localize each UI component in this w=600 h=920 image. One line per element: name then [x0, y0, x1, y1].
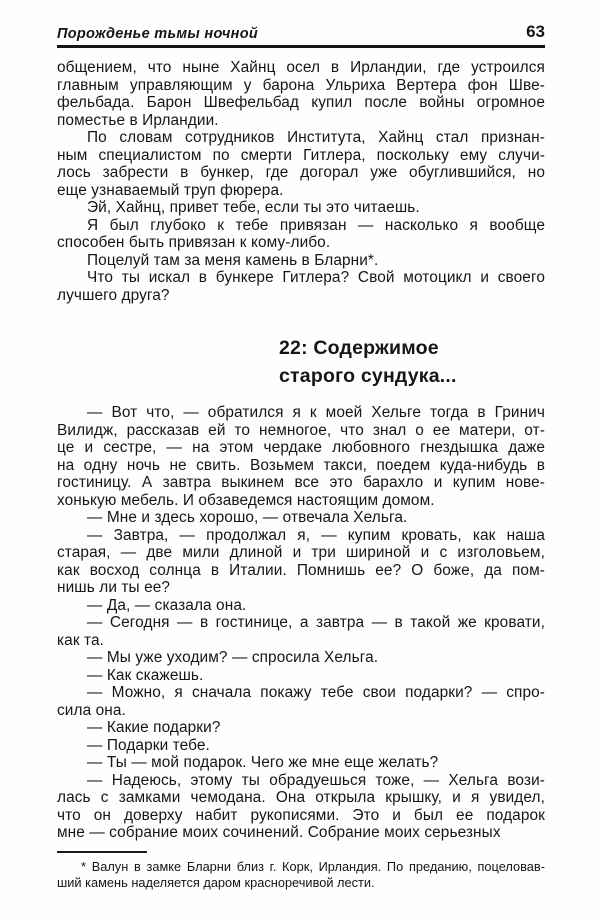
text-line: общением, что ныне Хайнц осел в Ирландии, где устроился	[57, 59, 545, 76]
text-line: — Надеюсь, этому ты обрадуешься тоже, — Хельга вози-	[87, 771, 545, 789]
text-line: как та.	[57, 631, 105, 649]
paragraph	[57, 527, 545, 597]
paragraph	[57, 509, 545, 527]
paragraph	[57, 667, 545, 685]
text-line: старая, — две мили длиной и три шириной и с изголовьем,	[57, 544, 545, 561]
text-line: поместье в Ирландии.	[57, 111, 219, 129]
paragraph	[57, 684, 545, 719]
body-text-top	[57, 59, 545, 304]
text-line: — Ты — мой подарок. Чего же мне еще желать?	[87, 754, 439, 771]
text-line: Вилидж, рассказав ей то немногое, что знал о ее матери, от-	[57, 421, 545, 439]
body-text-bottom	[57, 404, 545, 842]
text-line: ным специалистом по смерти Гитлера, поскольку ему случи-	[57, 146, 545, 164]
text-line: — Можно, я сначала покажу тебе свои подарки? — спро-	[87, 684, 545, 701]
paragraph	[57, 404, 545, 509]
paragraph	[57, 59, 545, 129]
text-line: — Завтра, — продолжал я, — купим кровать, как наша	[87, 526, 545, 544]
text-line: фельбада. Барон Швефельбад купил после войны огромное	[57, 94, 545, 111]
footnote	[57, 859, 545, 892]
paragraph	[57, 719, 545, 737]
text-line: * Валун в замке Бларни близ г. Корк, Ирландия. По преданию, поцеловав-	[81, 858, 545, 874]
page-header	[57, 22, 545, 42]
text-line: ший камень наделяется даром красноречивой лести.	[57, 875, 375, 890]
text-line: нишь ли ты ее?	[57, 579, 171, 596]
text-line: гостиницу. А завтра выкинем все это барахло и купим нове-	[57, 474, 545, 491]
paragraph	[57, 649, 545, 667]
paragraph	[57, 772, 545, 842]
text-line: что он доверху набит рукописями. Это и был ее подарок	[57, 806, 545, 824]
text-line: — Подарки тебе.	[87, 736, 210, 754]
paragraph	[57, 737, 545, 755]
text-line: как восход солнца в Италии. Помнишь ее? О боже, да пом-	[57, 561, 545, 579]
running-title: Порожденье тьмы ночной	[57, 26, 259, 42]
paragraph	[57, 754, 545, 772]
text-line: — Как скажешь.	[87, 666, 204, 684]
text-line: хонькую мебель. И обзаведемся настоящим домом.	[57, 491, 435, 509]
text-line: лось забрести в бункер, где догорал уже обуглившийся, но	[57, 164, 545, 181]
text-line: способен быть привязан к кому-либо.	[57, 234, 331, 251]
text-line: — Мне и здесь хорошо, — отвечала Хельга.	[87, 509, 408, 526]
footnote-separator	[57, 851, 147, 853]
text-line: мне — собрание моих сочинений. Собрание моих серьезных	[57, 824, 501, 841]
text-line: сила она.	[57, 701, 126, 719]
paragraph	[57, 597, 545, 615]
text-line: Эй, Хайнц, привет тебе, если ты это читаешь.	[87, 199, 420, 216]
paragraph	[57, 217, 545, 252]
paragraph	[57, 252, 545, 270]
paragraph	[57, 859, 545, 892]
text-line: Поцелуй там за меня камень в Бларни*.	[87, 251, 379, 269]
chapter-heading-line-1: 22: Содержимое	[279, 337, 439, 359]
text-line: це и сестре, — на этом чердаке любовного гнездышка даже	[57, 439, 545, 456]
text-line: лучшего друга?	[57, 286, 170, 304]
chapter-heading	[279, 334, 545, 390]
text-line: на одну ночь не свить. Возьмем такси, поедем куда-нибудь в	[57, 456, 545, 474]
text-line: главным управляющим у барона Ульриха Вертера фон Шве-	[57, 76, 545, 94]
text-line: — Какие подарки?	[87, 719, 221, 736]
text-line: лась с замками чемодана. Она открыла крышку, и я увидел,	[57, 789, 545, 806]
text-line: — Сегодня — в гостинице, а завтра — в такой же кровати,	[87, 614, 545, 631]
text-line: — Мы уже уходим? — спросила Хельга.	[87, 649, 379, 666]
chapter-heading-line-2: старого сундука...	[279, 365, 457, 387]
paragraph	[57, 269, 545, 304]
page-number: 63	[526, 22, 545, 41]
text-line: еще узнаваемый труп фюрера.	[57, 181, 284, 199]
header-rule	[57, 45, 545, 48]
paragraph	[57, 129, 545, 199]
page-content	[57, 22, 545, 892]
text-line: Я был глубоко к тебе привязан — насколько я вообще	[87, 216, 545, 234]
text-line: — Да, — сказала она.	[87, 596, 247, 614]
text-line: Что ты искал в бункере Гитлера? Свой мотоцикл и своего	[87, 269, 545, 286]
paragraph	[57, 614, 545, 649]
text-line: По словам сотрудников Института, Хайнц стал признан-	[87, 129, 545, 146]
paragraph	[57, 199, 545, 217]
text-line: — Вот что, — обратился я к моей Хельге тогда в Гринич	[87, 404, 545, 421]
